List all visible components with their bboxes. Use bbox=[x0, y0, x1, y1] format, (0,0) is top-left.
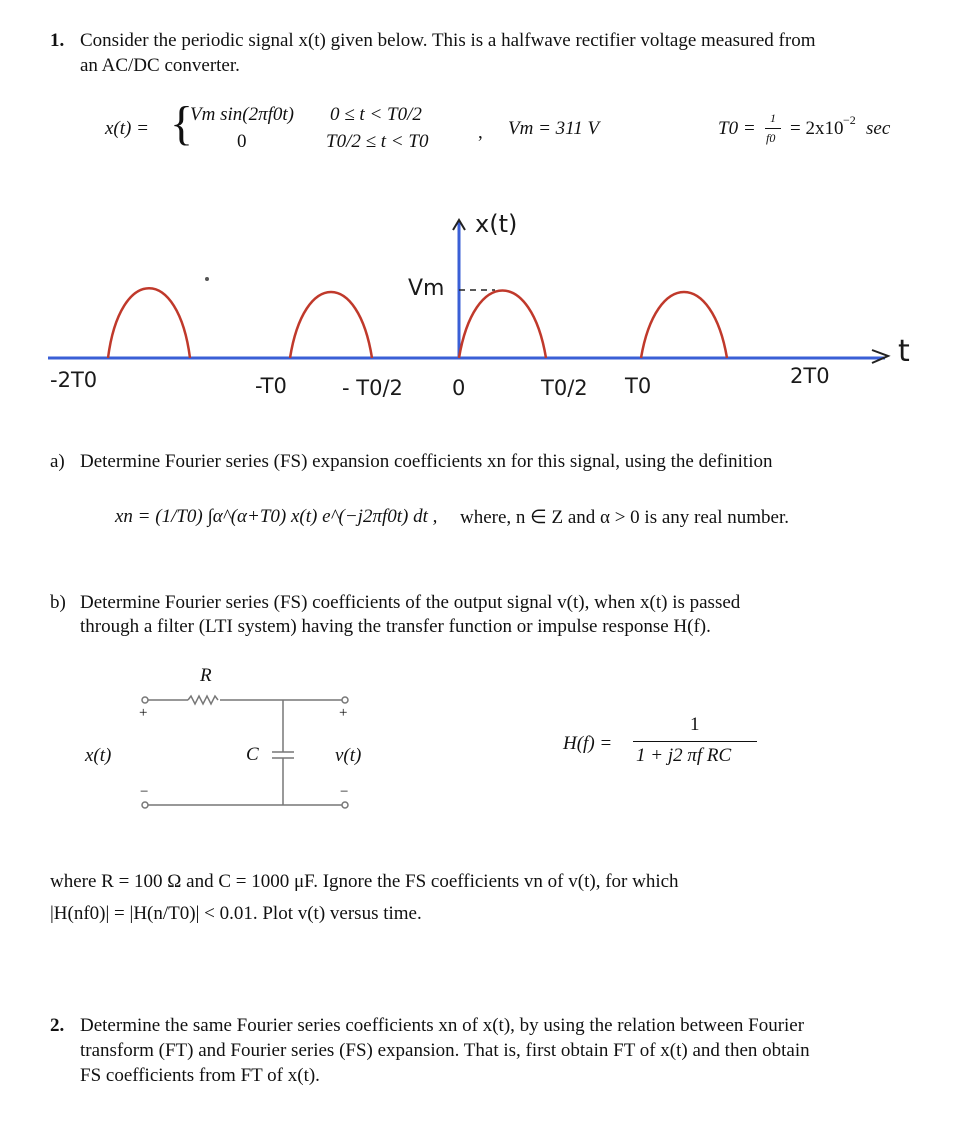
transfer-fraction-bar bbox=[633, 741, 757, 742]
resistor-symbol bbox=[188, 696, 218, 704]
output-terminal-top bbox=[342, 697, 348, 703]
tick-half-t0: T0/2 bbox=[541, 376, 588, 400]
case2-expression: 0 bbox=[237, 131, 247, 152]
where-line1: where R = 100 Ω and C = 1000 μF. Ignore the FS coefficients vn of v(t), for which bbox=[50, 871, 679, 892]
problem2-text-line2: transform (FT) and Fourier series (FS) expansion. That is, first obtain FT of x(t) and then obtain bbox=[80, 1040, 810, 1061]
part-b-text-line2: through a filter (LTI system) having the transfer function or impulse response H(f). bbox=[80, 616, 711, 637]
tick-minus-2t0: -2T0 bbox=[50, 368, 98, 392]
case1-expression: Vm sin(2πf0t) bbox=[190, 104, 294, 125]
output-plus-sign: + bbox=[339, 705, 348, 721]
transfer-denominator: 1 + j2 πf RC bbox=[636, 745, 732, 766]
t0-lhs: T0 = bbox=[718, 118, 756, 139]
sketch-ylabel: x(t) bbox=[475, 210, 518, 238]
tick-t0: T0 bbox=[625, 374, 652, 398]
part-a-label: a) bbox=[50, 451, 65, 472]
circuit-input-label: x(t) bbox=[85, 745, 112, 766]
input-terminal-top bbox=[142, 697, 148, 703]
part-b-label: b) bbox=[50, 592, 66, 613]
tick-minus-t0: -T0 bbox=[255, 374, 287, 398]
input-plus-sign: + bbox=[139, 705, 148, 721]
output-terminal-bottom bbox=[342, 802, 348, 808]
part-a-formula: xn = (1/T0) ∫α^(α+T0) x(t) e^(−j2πf0t) dt , bbox=[115, 506, 438, 527]
circuit-output-label: v(t) bbox=[335, 745, 362, 766]
t0-unit: sec bbox=[866, 118, 891, 139]
transfer-numerator: 1 bbox=[690, 714, 700, 735]
case2-condition: T0/2 ≤ t < T0 bbox=[326, 131, 429, 152]
t0-rhs: = 2x10 bbox=[790, 118, 844, 139]
t0-fraction-denominator: f0 bbox=[766, 131, 776, 145]
t0-exponent: −2 bbox=[843, 113, 856, 127]
sketch-vm-label: Vm bbox=[408, 276, 445, 301]
case1-condition: 0 ≤ t < T0/2 bbox=[330, 104, 422, 125]
problem2-number: 2. bbox=[50, 1015, 65, 1036]
tick-2t0: 2T0 bbox=[790, 364, 830, 388]
input-minus-sign: − bbox=[140, 784, 149, 800]
tick-minus-half-t0: - T0/2 bbox=[342, 376, 403, 400]
problem1-text-line2: an AC/DC converter. bbox=[80, 55, 240, 76]
sketch-t-label: t bbox=[898, 334, 910, 369]
input-terminal-bottom bbox=[142, 802, 148, 808]
where-line2: |H(nf0)| = |H(n/T0)| < 0.01. Plot v(t) versus time. bbox=[50, 903, 422, 924]
t0-fraction-numerator: 1 bbox=[770, 111, 776, 125]
piecewise-brace: { bbox=[170, 97, 194, 150]
signal-lhs: x(t) = bbox=[105, 118, 149, 139]
problem2-text-line1: Determine the same Fourier series coefficients xn of x(t), by using the relation between Fourier bbox=[80, 1015, 805, 1036]
part-b-text-line1: Determine Fourier series (FS) coefficients of the output signal v(t), when x(t) is passed bbox=[80, 592, 741, 613]
tick-zero: 0 bbox=[452, 376, 466, 400]
definition-comma: , bbox=[478, 122, 483, 143]
capacitor-label: C bbox=[246, 744, 259, 765]
problem1-number: 1. bbox=[50, 30, 65, 51]
transfer-lhs: H(f) = bbox=[563, 733, 613, 754]
problem2-text-line3: FS coefficients from FT of x(t). bbox=[80, 1065, 320, 1086]
output-minus-sign: − bbox=[340, 784, 349, 800]
part-a-text: Determine Fourier series (FS) expansion coefficients xn for this signal, using the definition bbox=[80, 451, 773, 472]
part-a-where: where, n ∈ Z and α > 0 is any real number. bbox=[460, 507, 789, 528]
resistor-label: R bbox=[200, 665, 212, 686]
problem1-text-line1: Consider the periodic signal x(t) given below. This is a halfwave rectifier voltage measured from bbox=[80, 30, 816, 51]
vm-definition: Vm = 311 V bbox=[508, 118, 600, 139]
